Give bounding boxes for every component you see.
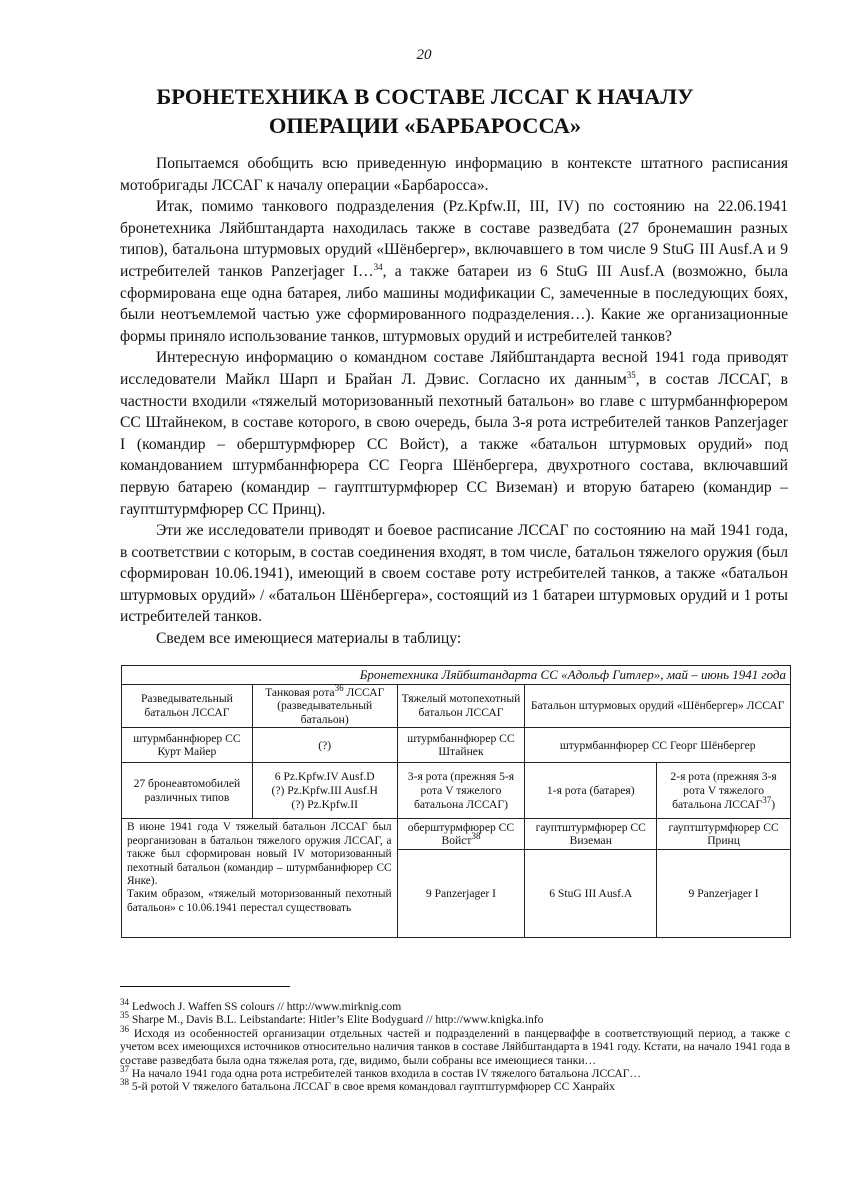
footnote-ref-38[interactable]: 38 [471,831,481,842]
header-tank-company-text-a: Танковая рота [265,685,335,699]
battery-2 [657,763,791,819]
commander-battery-1: гауптштурмфюрер СС Виземан [525,819,657,850]
tank-composition [252,763,397,819]
heavy-company: 3-я рота (прежняя 5-я рота V тяжелого батальона ЛССАГ) [397,763,525,819]
footnote-38 [120,1077,790,1094]
footnote-number-38: 38 [120,1077,129,1088]
footnote-ref-37[interactable]: 37 [762,794,772,805]
footnote-38-text: 5-й ротой V тяжелого батальона ЛССАГ в свое время командовал гауптштурмфюрер СС Ханрайх [129,1080,615,1094]
footnote-number-35: 35 [120,1010,129,1021]
battery-2-text-a: 2-я рота (прежняя 3-я рота V тяжелого батальона ЛССАГ [670,770,777,811]
header-recon-battalion: Разведывательный батальон ЛССАГ [122,684,253,728]
commander-heavy-company [397,819,525,850]
footnote-ref-34[interactable]: 34 [373,261,383,272]
header-stug-battalion: Батальон штурмовых орудий «Шёнбергер» ЛССАГ [525,684,791,728]
equipment-battery-1: 6 StuG III Ausf.A [525,850,657,938]
page-number: 20 [416,47,432,63]
footnote-34 [120,997,790,1013]
page-title [110,82,740,140]
paragraph-2-text-a: Итак, помимо танкового подразделения (Pz.Kpfw.II, III, IV) по состоянию на 22.06.1941 бронетехника Ляйбштандарта находилась также в составе разведбата (27 бронемашин разных типов), батальона штурмовых орудий «Шёнбергер», включавшего в том числе 9 StuG III Ausf.A и 9 истребителей танков Panzerjager I… [120,198,788,280]
commander-heavy: штурмбаннфюрер СС Штайнек [397,728,525,763]
table-header-row [122,684,791,728]
footnote-34-text: Ledwoch J. Waffen SS colours // http://www.mirknig.com [129,1000,402,1013]
commander-stug: штурмбаннфюрер СС Георг Шёнбергер [525,728,791,763]
title-line-2: ОПЕРАЦИИ «БАРБАРОССА» [268,113,582,138]
footnote-35-text: Sharpe M., Davis B.L. Leibstandarte: Hitler’s Elite Bodyguard // http://www.knigka.info [129,1013,544,1027]
header-tank-company-text-b: ЛССАГ (разведывательный батальон) [277,685,385,726]
footnote-number-36: 36 [120,1023,129,1034]
table-row [122,763,791,819]
reorganization-note [122,819,398,938]
note-paragraph-2: Таким образом, «тяжелый моторизованный пехотный батальон» с 10.06.1941 перестал существовать [127,888,392,914]
footnote-ref-36[interactable]: 36 [334,682,344,693]
footnotes [120,997,790,1094]
footnote-35 [120,1010,790,1027]
paragraph-3 [120,347,788,520]
paragraph-2-text-b: , а также батареи из 6 StuG III Ausf.A (возможно, была сформирована еще одна батарея, либо машины модификации С, замеченные в последующих боях, были неотъемлемой частью уже сформированного подразделения…). Какие же организационные формы приняло использование танков, штурмовых орудий и истребителей танков? [120,262,789,345]
tank-line-1: 6 Pz.Kpfw.IV Ausf.D [274,770,375,784]
paragraph-3-text-a: Интересную информацию о командном составе Ляйбштандарта весной 1941 года приводят исследователи Майкл Шарп и Брайан Л. Дэвис. Согласно их данным [120,349,788,388]
footnote-divider [120,986,290,987]
table-caption-row [122,666,791,685]
commander-recon: штурмбаннфюрер СС Курт Майер [122,728,253,763]
paragraph-4: Эти же исследователи приводят и боевое расписание ЛССАГ по состоянию на май 1941 года, в соответствии с которым, в состав соединения входят, в том числе, батальон тяжелого оружия (был сформирован 10.06.1941), имеющий в своем составе роту истребителей танков, а также «батальон штурмовых орудий» / «батальон Шёнбергера», состоящий из 1 батареи штурмовых орудий и 1 роты истребителей танков. [120,522,788,626]
footnote-number-37: 37 [120,1064,129,1075]
footnote-36 [120,1023,790,1067]
tank-line-2: (?) Pz.Kpfw.III Ausf.H [271,784,378,798]
paragraph-1: Попытаемся обобщить всю приведенную информацию в контексте штатного расписания мотобригады ЛССАГ к началу операции «Барбаросса». [120,155,788,194]
footnote-ref-35[interactable]: 35 [626,369,636,380]
battery-2-text-b: ) [771,797,776,811]
paragraph-2 [120,196,788,347]
equipment-battery-2: 9 Panzerjager I [657,850,791,938]
battery-1: 1-я рота (батарея) [525,763,657,819]
footnote-number-34: 34 [120,997,129,1008]
recon-vehicles: 27 бронеавтомобилей различных типов [122,763,253,819]
body-text [120,153,788,650]
footnote-37 [120,1064,790,1081]
commander-battery-2: гауптштурмфюрер СС Принц [657,819,791,850]
commander-heavy-company-text: оберштурмфюрер СС Войст [407,820,515,848]
paragraph-3-text-b: , в состав ЛССАГ, в частности входили «тяжелый моторизованный пехотный батальон» во главе с штурмбаннфюрером СС Штайнеком, в составе которого, в свою очередь, была 3-я рота истребителей танков Panzerjager I (командир – оберштурмфюрер СС Войст), а также «батальон штурмовых орудий» под командованием штурмбаннфюрера СС Георга Шёнбергера, двухротного состава, включавший первую батарею (командир – гауптштурмфюрер СС Виземан) и вторую батарею (командир – гауптштурмфюрер СС Принц). [120,370,788,518]
footnote-36-text: Исходя из особенностей организации отдельных частей и подразделений в панцерваффе в соответствующий период, а также с учетом всех имеющихся источников относительно наличия танков в составе Ляйбштандарта в 1941 году. Кстати, на начало 1941 года в составе разведбата была одна тяжелая рота, где, видимо, были собраны все имеющиеся танки… [120,1026,790,1067]
armor-table [121,665,791,938]
commander-tank: (?) [252,728,397,763]
header-heavy-battalion: Тяжелый мотопехотный батальон ЛССАГ [397,684,525,728]
table-caption: Бронетехника Ляйбштандарта СС «Адольф Гитлер», май – июнь 1941 года [122,666,791,685]
equipment-heavy-company: 9 Panzerjager I [397,850,525,938]
note-paragraph-1: В июне 1941 года V тяжелый батальон ЛССАГ был реорганизован в батальон тяжелого оружия ЛССАГ, а также был сформирован новый IV моторизованный пехотный батальон (командир – штурмбаннфюрер СС Янке). [127,821,392,887]
paragraph-5: Сведем все имеющиеся материалы в таблицу: [156,630,462,648]
title-line-1: БРОНЕТЕХНИКА В СОСТАВЕ ЛССАГ К НАЧАЛУ [156,84,694,109]
header-tank-company [252,684,397,728]
table-row [122,819,791,850]
tank-line-3: (?) Pz.Kpfw.II [291,797,358,811]
footnote-37-text: На начало 1941 года одна рота истребителей танков входила в состав IV тяжелого батальона ЛССАГ… [129,1067,642,1081]
table-row [122,728,791,763]
